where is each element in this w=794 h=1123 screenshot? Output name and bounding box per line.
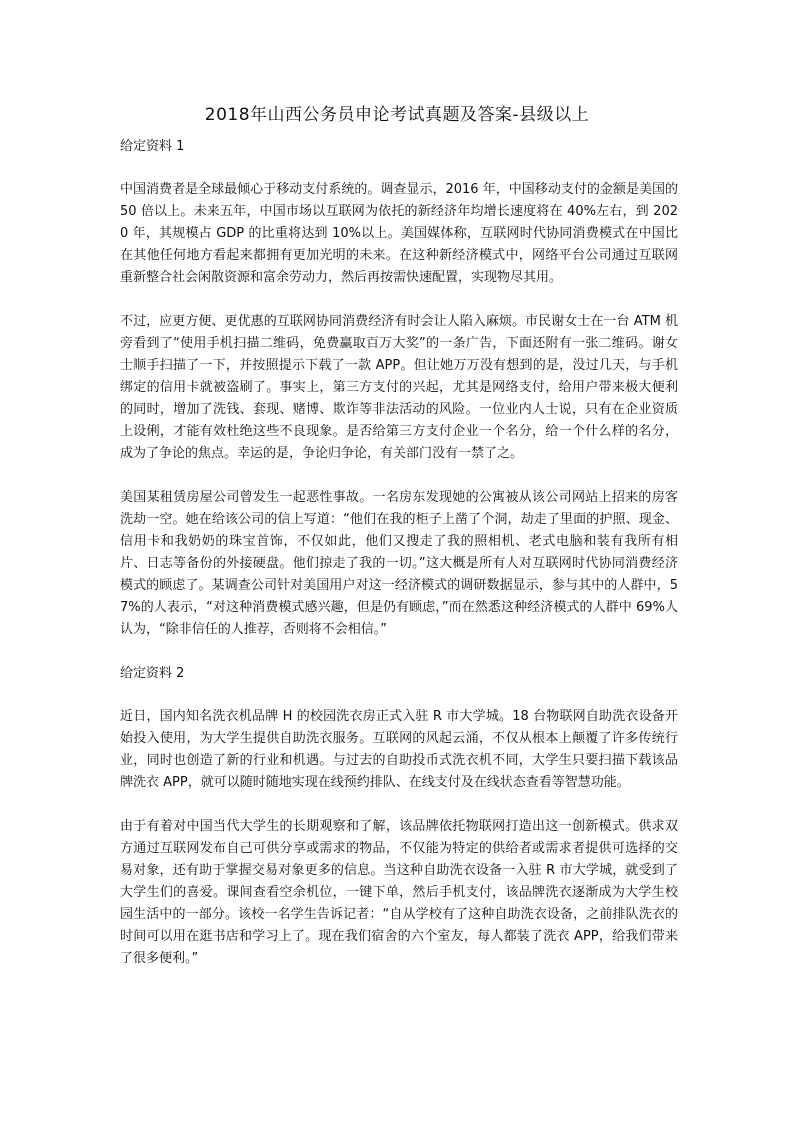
- paragraph: 由于有着对中国当代大学生的长期观察和了解，该品牌依托物联网打造出这一创新模式。供求双方通过互联网发布自己可供分享或需求的物品，不仅能为特定的供给者或需求者提供可选择的交易对象，还有助于掌握交易对象更多的信息。当这种自助洗衣设备一入驻 R 市大学城，就受到了大学生们的喜爱。课间查看空余机位，一键下单，然后手机支付，该品牌洗衣逐渐成为大学生校园生活中的一部分。该校一名学生告诉记者：“自从学校有了这种自助洗衣设备，之前排队洗衣的时间可以用在逛书店和学习上了。现在我们宿舍的六个室友，每人都装了洗衣 APP，给我们带来了很多便利。”: [120, 819, 678, 966]
- paragraph: 美国某租赁房屋公司曾发生一起恶性事故。一名房东发现她的公寓被从该公司网站上招来的房客洗劫一空。她在给该公司的信上写道：“他们在我的柜子上凿了个洞，劫走了里面的护照、现金、信用卡和我奶奶的珠宝首饰，不仅如此，他们又搜走了我的照相机、老式电脑和装有我所有相片、日志等备份的外接硬盘。他们掠走了我的一切。”这大概是所有人对互联网时代协同消费经济模式的顾虑了。某调查公司针对美国用户对这一经济模式的调研数据显示，参与其中的人群中，57%的人表示，“对这种消费模式感兴趣，但是仍有顾虑，”而在然悉这种经济模式的人群中 69%人认为，“除非信任的人推荐，否则将不会相信。”: [120, 490, 678, 637]
- paragraph: 中国消费者是全球最倾心于移动支付系统的。调查显示，2016 年，中国移动支付的金额是美国的 50 倍以上。未来五年，中国市场以互联网为依托的新经济年均增长速度将在 40%左右，到 2020 年，其规模占 GDP 的比重将达到 10%以上。美国媒体称，互联网时代协同消费模式在中国比在其他任何地方看起来都拥有更加光明的未来。在这种新经济模式中，网络平台公司通过互联网重新整合社会闲散资源和富余劳动力，然后再按需快速配置，实现物尽其用。: [120, 182, 678, 285]
- page-title: 2018年山西公务员申论考试真题及答案-县级以上: [204, 105, 590, 125]
- section-heading: 给定资料 1: [120, 139, 185, 154]
- section-material-1: [120, 136, 678, 663]
- paragraph: 近日，国内知名洗衣机品牌 H 的校园洗衣房正式入驻 R 市大学城。18 台物联网自助洗衣设备开始投入使用，为大学生提供自助洗衣服务。互联网的风起云涌，不仅从根本上颠覆了许多传统行业，同时也创造了新的行业和机遇。与过去的自助投币式洗衣机不同，大学生只要扫描下载该品牌洗衣 APP，就可以随时随地实现在线预约排队、在线支付及在线状态查看等智慧功能。: [120, 709, 678, 790]
- section-material-2: [120, 663, 678, 970]
- document-body: [120, 136, 678, 970]
- paragraph: 不过，应更方便、更优惠的互联网协同消费经济有时会让人陷入麻烦。市民谢女士在一台 ATM 机旁看到了“使用手机扫描二维码，免费赢取百万大奖”的一条广告，下面还附有一张二维码。谢女士顺手扫描了一下，并按照提示下载了一款 APP。但让她万万没有想到的是，没过几天，与手机绑定的信用卡就被盗刷了。事实上，第三方支付的兴起，尤其是网络支付，给用户带来极大便利的同时，增加了洗钱、套现、赌博、欺诈等非法活动的风险。一位业内人士说，只有在企业资质上设俐，才能有效杜绝这些不良现象。是否给第三方支付企业一个名分，给一个什么样的名分，成为了争论的焦点。幸运的是，争论归争论，有关部门没有一禁了之。: [120, 314, 678, 461]
- section-heading: 给定资料 2: [120, 666, 185, 681]
